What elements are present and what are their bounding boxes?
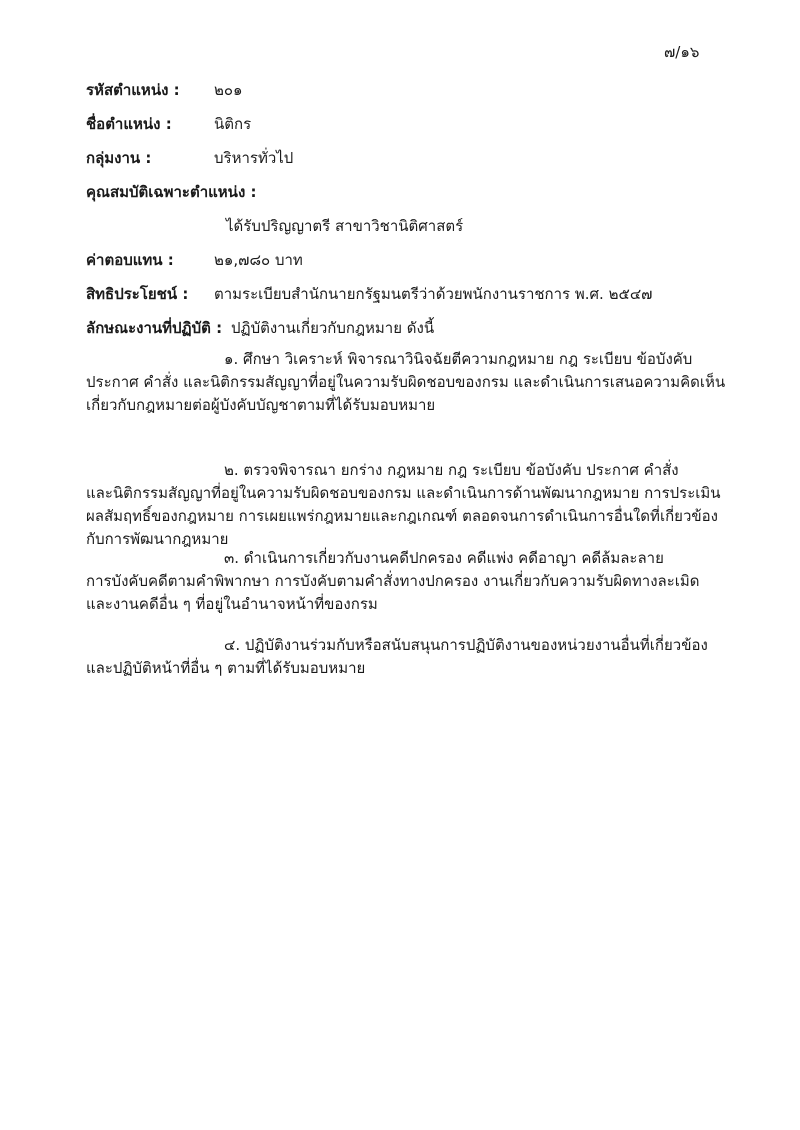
benefits-value: ตามระเบียบสำนักนายกรัฐมนตรีว่าด้วยพนักงานราชการ พ.ศ. ๒๕๔๗ [214,285,653,303]
page-number: ๗/๑๖ [664,43,700,61]
duty-item-2-line: ผลสัมฤทธิ์ของกฎหมาย การเผยแพร่กฎหมายและกฎเกณฑ์ ตลอดจนการดำเนินการอื่นใดที่เกี่ยวข้อง [86,507,718,525]
duty-item-2 [86,459,721,551]
compensation-value: ๒๑,๗๘๐ บาท [214,251,303,269]
duty-item-4 [86,634,708,680]
duty-item-2-line: และนิติกรรมสัญญาที่อยู่ในความรับผิดชอบของกรม และดำเนินการด้านพัฒนากฎหมาย การประเมิน [86,484,721,502]
duty-item-4-line: และปฏิบัติหน้าที่อื่น ๆ ตามที่ได้รับมอบหมาย [86,659,366,677]
duties-label: ลักษณะงานที่ปฏิบัติ : [86,319,223,337]
duty-item-3-line: ๓. ดำเนินการเกี่ยวกับงานคดีปกครอง คดีแพ่ง คดีอาญา คดีล้มละลาย [224,549,664,567]
duty-item-4-line: ๔. ปฏิบัติงานร่วมกับหรือสนับสนุนการปฏิบัติงานของหน่วยงานอื่นที่เกี่ยวข้อง [224,636,708,654]
duty-item-2-line: ๒. ตรวจพิจารณา ยกร่าง กฎหมาย กฎ ระเบียบ ข้อบังคับ ประกาศ คำสั่ง [224,461,679,479]
benefits-label: สิทธิประโยชน์ : [86,285,189,303]
duty-item-1-line: ประกาศ คำสั่ง และนิติกรรมสัญญาที่อยู่ในความรับผิดชอบของกรม และดำเนินการเสนอความคิดเห็น [86,373,726,391]
duty-item-3-line: และงานคดีอื่น ๆ ที่อยู่ในอำนาจหน้าที่ของกรม [86,595,378,613]
work-group-label: กลุ่มงาน : [86,149,152,167]
compensation-label: ค่าตอบแทน : [86,251,174,269]
duty-item-2-line: กับการพัฒนากฎหมาย [86,530,229,548]
duty-item-1 [86,348,726,417]
position-name-label: ชื่อตำแหน่ง : [86,115,172,133]
position-code-label: รหัสตำแหน่ง : [86,81,180,99]
qualification-value: ได้รับปริญญาตรี สาขาวิชานิติศาสตร์ [226,217,464,235]
qualification-label: คุณสมบัติเฉพาะตำแหน่ง : [86,183,257,201]
work-group-value: บริหารทั่วไป [214,149,294,167]
duty-item-3-line: การบังคับคดีตามคำพิพากษา การบังคับตามคำสั่งทางปกครอง งานเกี่ยวกับความรับผิดทางละเมิด [86,572,700,590]
duty-item-1-line: เกี่ยวกับกฎหมายต่อผู้บังคับบัญชาตามที่ได้รับมอบหมาย [86,396,436,414]
duty-item-1-line: ๑. ศึกษา วิเคราะห์ พิจารณาวินิจฉัยตีความกฎหมาย กฎ ระเบียบ ข้อบังคับ [224,350,693,368]
position-name-value: นิติกร [214,115,252,133]
duties-value: ปฏิบัติงานเกี่ยวกับกฎหมาย ดังนี้ [231,319,435,337]
position-code-value: ๒๐๑ [214,81,243,99]
duty-item-3 [86,547,704,616]
